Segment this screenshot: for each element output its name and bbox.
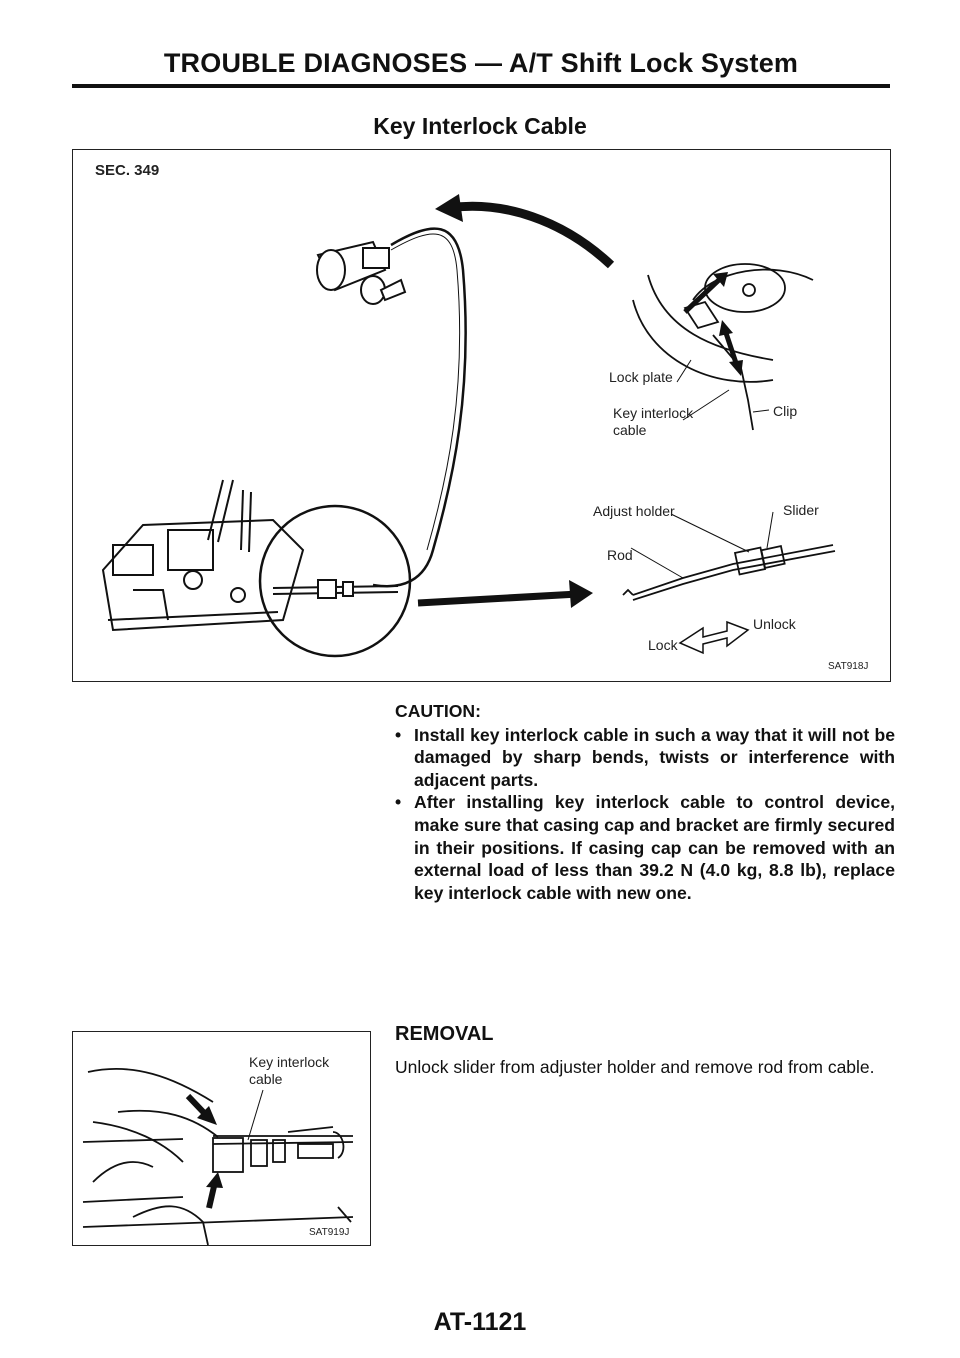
caution-item — [395, 724, 895, 792]
caution-item-text: Install key interlock cable in such a way that it will not be damaged by sharp bends, twists or interference with adjacent parts. — [414, 724, 895, 790]
label-rod: Rod — [607, 547, 633, 563]
figure-key-interlock-cable — [72, 149, 891, 682]
adjust-holder-detail — [623, 545, 835, 600]
section-title: Key Interlock Cable — [373, 113, 587, 139]
label-lock-plate: Lock plate — [609, 369, 673, 385]
label-key-interlock-line1: Key interlock — [249, 1054, 330, 1070]
caution-heading: CAUTION: — [395, 701, 482, 721]
caution-block — [395, 700, 895, 904]
figure-1-code: SAT918J — [828, 661, 869, 672]
label-unlock: Unlock — [753, 616, 796, 632]
label-adjust-holder: Adjust holder — [593, 503, 675, 519]
key-cylinder-illustration — [317, 242, 405, 304]
cable-path — [373, 229, 466, 587]
label-key-interlock-line2: cable — [249, 1071, 283, 1087]
header-rule — [72, 84, 890, 88]
figure-removal — [72, 1031, 371, 1246]
label-slider: Slider — [783, 502, 819, 518]
label-lock: Lock — [648, 637, 678, 653]
removal-title: REMOVAL — [395, 1023, 494, 1045]
caution-item-text: After installing key interlock cable to control device, make sure that casing cap and bracket are firmly secured in their positions. If casing cap can be removed with an external load of less than 39.2 N (4.0 kg, 8.8 lb), replace key interlock cable with new one. — [414, 792, 895, 903]
removal-text: Unlock slider from adjuster holder and remove rod from cable. — [395, 1057, 875, 1077]
label-key-interlock-line1: Key interlock — [613, 405, 694, 421]
lock-unlock-arrow — [680, 622, 748, 653]
curved-arrow-top — [448, 206, 611, 265]
label-clip: Clip — [773, 403, 798, 419]
bullet-icon: • — [395, 724, 402, 745]
label-key-interlock-line2: cable — [613, 422, 647, 438]
figure-1-illustration — [73, 150, 890, 681]
bullet-icon: • — [395, 792, 402, 813]
caution-item — [395, 791, 895, 904]
sec-label: SEC. 349 — [95, 162, 160, 179]
curved-arrow-head — [435, 194, 463, 222]
straight-arrow-bottom — [418, 594, 578, 603]
page-header-title: TROUBLE DIAGNOSES — A/T Shift Lock System — [163, 48, 799, 78]
page-number: AT-1121 — [433, 1308, 527, 1336]
removal-illustration — [83, 1069, 353, 1245]
figure-2-code: SAT919J — [309, 1227, 350, 1238]
control-device-illustration — [103, 480, 303, 630]
